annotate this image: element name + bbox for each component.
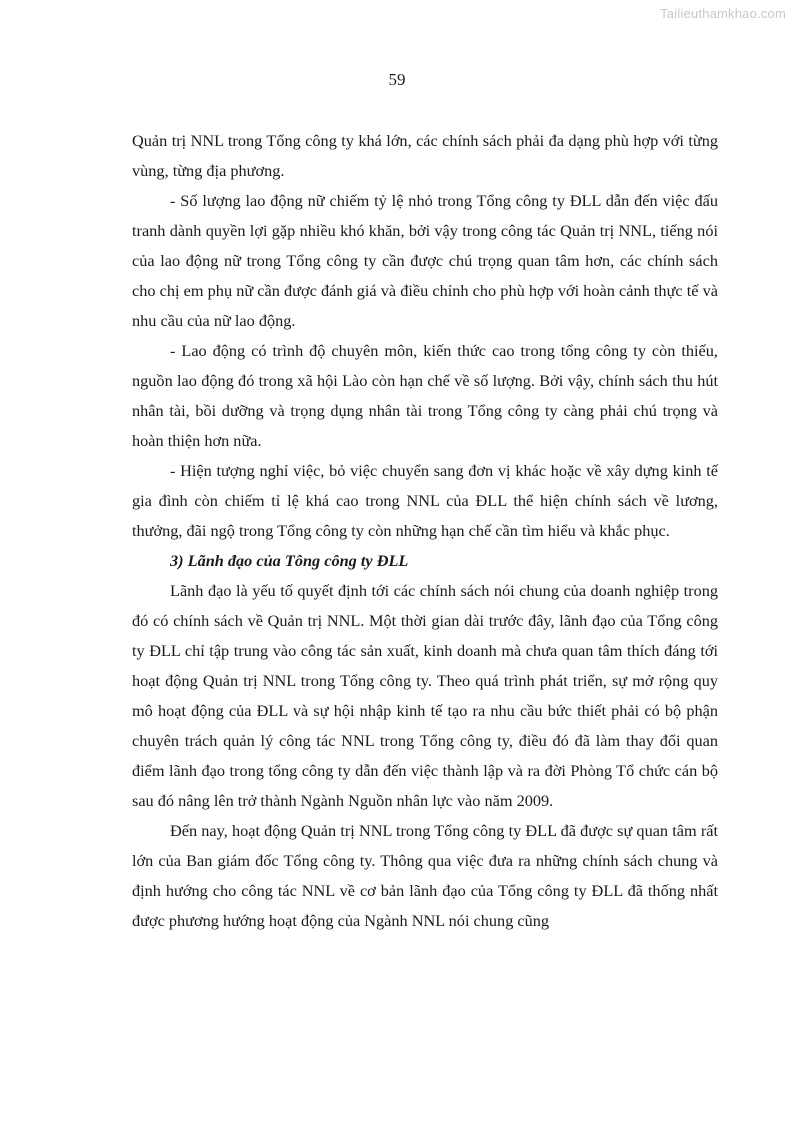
section-heading: 3) Lãnh đạo của Tông công ty ĐLL <box>170 551 409 570</box>
paragraph-female-labor: - Số lượng lao động nữ chiếm tỷ lệ nhỏ trong Tổng công ty ĐLL dẫn đến việc đấu tranh dành quyền lợi gặp nhiều khó khăn, bởi vậy trong công tác Quản trị NNL, tiếng nói của lao động nữ trong Tổng công ty cần được chú trọng quan tâm hơn, các chính sách cho chị em phụ nữ cần được đánh giá và điều chỉnh cho phù hợp với hoàn cảnh thực tế và nhu cầu của nữ lao động. <box>132 191 718 330</box>
paragraph-current-status: Đến nay, hoạt động Quản trị NNL trong Tổng công ty ĐLL đã được sự quan tâm rất lớn của Ban giám đốc Tổng công ty. Thông qua việc đưa ra những chính sách chung và định hướng cho công tác NNL về cơ bản lãnh đạo của Tổng công ty ĐLL đã thống nhất được phương hướng hoạt động của Ngành NNL nói chung cũng <box>132 821 718 930</box>
paragraph-leadership: Lãnh đạo là yếu tố quyết định tới các chính sách nói chung của doanh nghiệp trong đó có chính sách về Quản trị NNL. Một thời gian dài trước đây, lãnh đạo của Tổng công ty ĐLL chỉ tập trung vào công tác sản xuất, kinh doanh mà chưa quan tâm thích đáng tới hoạt động Quản trị NNL trong Tổng công ty. Theo quá trình phát triển, sự mở rộng quy mô hoạt động của ĐLL và sự hội nhập kinh tế tạo ra nhu cầu bức thiết phải có bộ phận chuyên trách quản lý công tác NNL trong Tổng công ty, điều đó đã làm thay đổi quan điểm lãnh đạo trong tổng công ty dẫn đến việc thành lập và ra đời Phòng Tổ chức cán bộ sau đó nâng lên trở thành Ngành Nguồn nhân lực vào năm 2009. <box>132 581 718 810</box>
paragraph-turnover: - Hiện tượng nghỉ việc, bỏ việc chuyển sang đơn vị khác hoặc về xây dựng kinh tế gia đình còn chiếm tỉ lệ khá cao trong NNL của ĐLL thể hiện chính sách về lương, thưởng, đãi ngộ trong Tổng công ty còn những hạn chế cần tìm hiểu và khắc phục. <box>132 461 718 540</box>
paragraph-skilled-labor: - Lao động có trình độ chuyên môn, kiến thức cao trong tổng công ty còn thiếu, nguồn lao động đó trong xã hội Lào còn hạn chế về số lượng. Bởi vậy, chính sách thu hút nhân tài, bồi dưỡng và trọng dụng nhân tài trong Tổng công ty càng phải chú trọng và hoàn thiện hơn nữa. <box>132 341 718 450</box>
paragraph-continuation: Quản trị NNL trong Tổng công ty khá lớn, các chính sách phải đa dạng phù hợp với từng vùng, từng địa phương. <box>132 131 718 180</box>
document-body <box>132 126 718 936</box>
page-number: 59 <box>388 70 406 89</box>
watermark: Tailieuthamkhao.com <box>660 6 786 21</box>
